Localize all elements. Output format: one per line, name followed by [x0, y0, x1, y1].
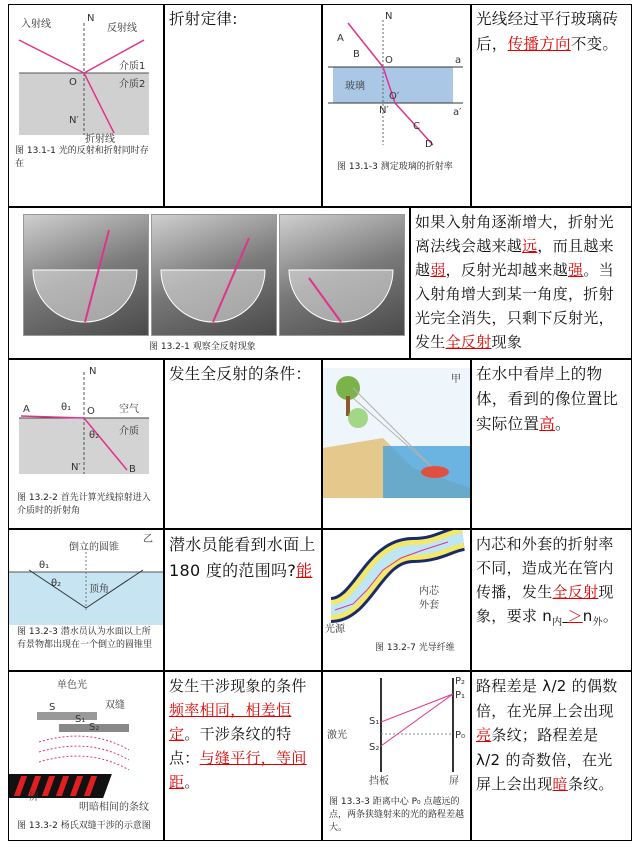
answer-blank: 弱 [430, 261, 446, 279]
path-difference-figure-cell [322, 671, 471, 841]
incident-label: 入射线 [21, 19, 51, 30]
question-text: 潜水员能看到水面上 180 度的范围吗? [169, 535, 316, 580]
point-o-label: O [385, 55, 393, 66]
refraction-law-text: 折射定律: [169, 10, 238, 28]
answer-blank: 远 [522, 237, 538, 255]
cone-label: 倒立的圆锥 [69, 542, 119, 553]
fiber-figure-cell [322, 529, 471, 671]
point-o-label: O [87, 406, 95, 417]
screen-label: 屏 [29, 792, 39, 803]
statement-text: 在水中看岸上的物体，看到的像位置比实际位置 [476, 365, 619, 433]
double-slit-figure-cell [8, 671, 164, 841]
figure-caption: 图 13.2-1 观察全反射现象 [149, 342, 256, 352]
interference-condition-cell [164, 671, 322, 841]
subscript-outer: 外 [592, 617, 603, 628]
point-b-label: B [353, 49, 360, 60]
theta2-label: θ₂ [51, 578, 62, 589]
laser-label: 激光 [327, 730, 347, 741]
answer-blank: 与缝平行，等间距 [169, 749, 307, 791]
figure-tag: 乙 [143, 534, 153, 545]
barrier-label: 挡板 [369, 776, 389, 787]
point-p0-label: P₀ [455, 730, 466, 741]
statement-text: 路程差是 λ/2 的偶数倍，在光屏上会出现 [476, 677, 618, 720]
answer-blank: 传播方向 [507, 35, 571, 53]
statement-text: 如果入射角逐渐增大，折射光离法线会越来越 [415, 213, 614, 255]
normal-np-label: N′ [71, 462, 81, 473]
grazing-figure-cell [8, 359, 164, 529]
normal-n-label: N [385, 11, 393, 22]
diver-cone-diagram [9, 530, 163, 625]
shore-view-illustration [323, 368, 470, 498]
point-d-label: D [425, 139, 433, 150]
statement-text: 条纹。 [567, 775, 614, 793]
normal-n-label: N [87, 13, 95, 24]
statement-text: 。干涉条纹的特点： [169, 725, 292, 767]
fiber-answer-cell [471, 529, 632, 671]
statement-text: 。 [555, 415, 571, 433]
statement-text: 光线经过平行玻璃砖后， [476, 10, 619, 53]
answer-blank: 高 [539, 415, 556, 433]
figure-caption: 图 13.3-2 杨氏双缝干涉的示意图 [17, 821, 151, 831]
medium-label: 介质 [119, 426, 139, 437]
fringes-label: 明暗相间的条纹 [79, 802, 149, 812]
point-c-label: C [413, 121, 420, 132]
medium2-label: 介质2 [119, 79, 146, 90]
normal-np-label: N′ [69, 115, 79, 126]
cladding-label: 外套 [419, 600, 439, 611]
air-label: 空气 [119, 404, 139, 415]
glass-refraction-diagram [323, 5, 470, 155]
statement-text: 条纹；路程差是 λ/2 的奇数倍，在光屏上会出现 [476, 726, 613, 793]
optical-fiber-diagram [323, 530, 470, 640]
edge-ap-label: a′ [453, 107, 462, 118]
double-slit-label: 双缝 [105, 700, 125, 711]
figure-caption: 图 13.1-3 测定玻璃的折射率 [337, 162, 453, 172]
edge-a-label: a [455, 55, 462, 66]
statement-text: ，而且越来越 [415, 237, 614, 279]
medium1-label: 介质1 [119, 61, 146, 72]
row1-glass-figure-cell [322, 4, 471, 207]
theta1-label: θ₁ [61, 402, 72, 413]
figure-caption: 图 13.2-2 首先计算光线掠射进入介质时的折射角 [17, 493, 151, 516]
slit-s2-label: S₂ [369, 742, 380, 753]
diver-figure-cell [8, 529, 164, 671]
point-p2-label: P₂ [455, 676, 466, 687]
double-slit-diagram [9, 672, 163, 812]
point-a-label: A [337, 33, 344, 44]
statement-text: 现象 [491, 333, 523, 351]
slit-s1-label: S₁ [369, 716, 380, 727]
glass-label: 玻璃 [345, 81, 365, 92]
statement-text: n [582, 607, 593, 625]
slit-s1-label: S₁ [75, 714, 86, 725]
path-difference-answer-cell [471, 671, 632, 841]
half-cylinder-overlays [9, 208, 410, 338]
total-reflection-photo-cell [8, 207, 410, 359]
screen-label: 屏 [449, 776, 459, 787]
diver-question-cell [164, 529, 322, 671]
answer-blank: 亮 [476, 726, 492, 744]
point-b-label: B [129, 464, 136, 475]
statement-text: 。 [602, 607, 619, 625]
answer-blank: 能 [296, 561, 313, 580]
figure-caption: 图 13.1-1 光的反射和折射同时存在 [15, 146, 149, 169]
theta1-label: θ₁ [39, 560, 50, 571]
monochromatic-light-label: 单色光 [57, 680, 87, 691]
point-a-label: A [23, 404, 30, 415]
answer-blank: 全反射 [445, 333, 492, 351]
figure-caption: 图 13.2-7 光导纤维 [375, 643, 455, 653]
statement-text: 发生干涉现象的条件 [169, 677, 307, 695]
statement-text: 不变。 [570, 35, 619, 53]
core-label: 内芯 [419, 586, 439, 597]
statement-text: 内芯和外套的折射率不同，造成光在管内传播，发生 [476, 535, 614, 601]
light-source-label: 光源 [325, 624, 345, 635]
theta2-label: θ₂ [89, 430, 100, 441]
point-p1-label: P₁ [455, 690, 466, 701]
shore-view-answer-cell [471, 359, 632, 529]
answer-blank: 频率相同，相差恒定 [169, 701, 292, 743]
normal-np-label: N′ [379, 105, 389, 116]
statement-text: ，反射光却越来越 [445, 261, 569, 279]
glass-answer-cell [471, 4, 632, 207]
statement-text: 现象，要求 n [476, 583, 614, 625]
statement-text: 。当入射角增大到某一角度，折射光完全消失，只剩下反射光，发生 [415, 261, 614, 351]
total-reflection-condition-cell [164, 359, 322, 529]
answer-blank: 强 [568, 261, 584, 279]
normal-n-label: N [89, 366, 97, 377]
answer-blank: 全反射 [552, 583, 599, 601]
statement-text: 。 [184, 773, 200, 791]
path-difference-diagram [323, 672, 470, 792]
grazing-incidence-diagram [9, 360, 163, 480]
figure-caption: 图 13.2-3 潜水员认为水面以上所有景物都出现在一个倒立的圆锥里 [17, 627, 153, 650]
total-reflection-text-cell [410, 207, 632, 359]
shore-view-figure-cell [322, 359, 471, 529]
figure-caption: 图 13.3-3 距离中心 P₀ 点越远的点，两条狭缝射来的光的路程差越大。 [329, 797, 465, 833]
answer-blank: ＞ [567, 607, 583, 625]
apex-label: 顶角 [89, 584, 109, 595]
fringe-pattern [9, 774, 112, 798]
figure-tag: 甲 [451, 374, 461, 385]
answer-blank: 暗 [552, 775, 568, 793]
condition-text: 发生全反射的条件： [169, 365, 312, 383]
point-o-label: O [69, 77, 77, 88]
subscript-inner: 内 [552, 617, 563, 628]
reflected-label: 反射线 [107, 23, 137, 34]
refraction-law-cell [164, 4, 322, 207]
row1-figure-cell [8, 4, 164, 207]
refracted-label: 折射线 [85, 134, 115, 145]
slit-s2-label: S₂ [89, 722, 100, 733]
reflection-refraction-diagram [9, 5, 163, 145]
point-op-label: O′ [389, 91, 400, 102]
slit-s-label: S [49, 702, 56, 713]
